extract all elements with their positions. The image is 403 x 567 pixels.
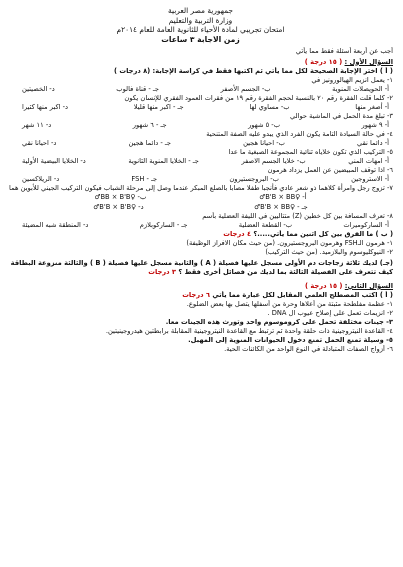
option: جـ - ♀B'B × BB♂ <box>254 202 308 211</box>
q2-item-5: ٥- وسيلة تمنع الحمل تمنع دخول الحيوانات المنوية إلى المهبل. <box>188 336 393 345</box>
q1-item-7-options-row2 <box>8 203 393 212</box>
q2-item-4: ٤- القاعدة النيتروجينية ذات حلقة واحدة ثم ترتبط مع القاعدة النيتروجينية المقابلة برابطتين هيدروجينيتين. <box>105 327 393 336</box>
option: جـ - الخلايا المنوية الثانوية <box>128 157 199 166</box>
q1-b-item-1: ١- هرمون الـFSH وهرمون البروجستيرون. (من حيث مكان الافراز الوظيفة) <box>186 238 393 247</box>
q2-item-1: ١- عظمة مفلطحة مثبتة من أعلاها وحرة من أسفلها يتصل بها بعض الضلوع. <box>186 300 393 308</box>
instructions: أجب عن أربعة أسئلة فقط مما يأتي <box>295 46 393 55</box>
option: أ- ٩ شهور <box>361 121 389 130</box>
option: جـ - اكبر منها قليلا <box>133 103 184 112</box>
q1-b-item-2: ٢- النيوكليوسوم والبلازميد. (من حيث التركيب) <box>265 247 393 256</box>
option: جـ - ٦ شهور <box>132 121 167 130</box>
q1-item-3-options <box>8 121 393 130</box>
option: أ- ♀B'B × BB♂ <box>259 193 307 202</box>
option: د- الريلاكسين <box>22 175 60 184</box>
q1-item-5-stem: ٥- التركيب الذي تكون خلاياه ثنائية المجموعة الصبغية ما عدا <box>228 148 393 157</box>
q1-a-intro: ( أ ) اختر الإجابة الصحيحة لكل مما يأتي ثم اكتبها فقط في كراسة الإجابة: (٨ درجات ) <box>114 66 393 75</box>
q2-heading <box>8 282 393 291</box>
option: د- المنطقة شبه المضيئة <box>22 220 89 229</box>
option: د- ١١ شهر <box>22 121 52 130</box>
q1-b-marks: ٤ درجات <box>223 229 252 238</box>
option: أ- الاستروجين <box>351 175 389 184</box>
q1-c-text: (جـ) لديك ثلاثة زجاجات دم الأولى مسجل عليها فصيلة ( A ) والثانية مسجل عليها فصيلة ( B ) والثالثة منزوعة البطاقة كيف تتعرف على الفصيلة الثالثة بما لديك من فصائل أخرى فقط ؟ <box>10 258 393 276</box>
q1-item-1-stem: ١- يعمل انزيم الهيالورونيز في <box>311 75 393 84</box>
country-title: جمهورية مصر العربية <box>168 6 233 15</box>
q2-item-2: ٢- انزيمات تعمل على إصلاح عيوب ال DNA . <box>267 309 393 318</box>
q1-c-block <box>8 259 393 277</box>
option: أ- الحويصلات المنوية <box>332 84 389 93</box>
q1-c-marks: ٣ درجات <box>148 267 177 276</box>
option: جـ - FSH <box>131 175 158 184</box>
q1-item-8-stem: ٨- تعرف المسافة بين كل خطين (Z) متتاليين في الليفة العضلية بأسم <box>202 211 393 220</box>
q1-item-6-stem: ٦- اذا توقف المبيضين عن العمل يزداد هرمون <box>267 166 393 175</box>
option: ب- ٥ شهور <box>248 121 281 130</box>
option: ب- خلايا الجسم الاصفر <box>241 157 306 166</box>
option: د- الخصيتين <box>22 84 55 93</box>
option: ب- ♀BB × B'B♂ <box>94 193 147 202</box>
option: ب- مساوي لها <box>249 103 290 112</box>
exam-title: امتحان تجريبي لمادة الأحياء للثانوية العامة للعام ٢٠١٤م <box>116 25 285 35</box>
q2-a-intro: ( أ ) اكتب المصطلح العلمي المقابل لكل عبارة مما يأتي <box>212 290 393 299</box>
q1-item-3-stem: ٣- تبلغ مدة الحمل في الماشية حوالي <box>290 112 393 121</box>
option: د- الخلايا البيضية الأولية <box>22 157 86 166</box>
option: ب- القطعة العضلية <box>238 220 293 229</box>
q1-title: السؤال الأول : <box>344 57 393 66</box>
q1-item-5-options <box>8 157 393 166</box>
q1-item-4-stem: ٤- في حالة السيادة التامة يكون الفرد الذي يبدو عليه الصفة المتنحية <box>206 130 393 139</box>
q2-title: السؤال الثاني: <box>344 281 393 290</box>
q1-item-4-options <box>8 139 393 148</box>
q1-item-2-options <box>8 103 393 112</box>
q1-item-2-stem: ٢- كلما قلت الفقرة رقم ٢٠ بالنسبة لحجم الفقرة رقم ١٩ من فقرات العمود الفقري للإنسان يكون <box>124 93 393 102</box>
q1-item-1-options <box>8 85 393 94</box>
option: د- ♀B'B × B'B♂ <box>93 202 144 211</box>
exam-header <box>8 6 393 45</box>
q2-a-heading <box>8 291 393 300</box>
q1-item-7-options-row1 <box>8 193 393 202</box>
option: جـ - قناة فالوب <box>116 84 159 93</box>
option: د- احيانا نقي <box>22 139 57 148</box>
option: أ- الساركوميرات <box>343 220 389 229</box>
exam-time: زمن الاجابة ٣ ساعات <box>161 34 240 44</box>
q2-a-marks: ٦ درجات <box>182 290 210 299</box>
q1-item-7-stem: ٧- تزوج رجل وامرأة كلاهما ذو شعر عادي فأنجبا طفلا مصابا بالصلع المبكر عندما وصل إلى مرحلة الشباب فيكون التركيب الجيني للأبوين هما <box>9 184 393 193</box>
q1-item-8-options <box>8 221 393 230</box>
option: ب- احيانا هجين <box>243 139 285 148</box>
ministry-title: وزارة التربية والتعليم <box>168 15 233 25</box>
option: أ- دائما نقي <box>357 139 389 148</box>
q1-marks: ( ١٥ درجة ) <box>304 57 343 66</box>
option: جـ - دائما هجين <box>128 139 171 148</box>
option: جـ - الساركوبلازم <box>139 220 188 229</box>
q2-item-3: ٣- جينات مختلفة تحمل على كروموسوم واحد وتورث هذه الجينات معا. <box>165 318 393 327</box>
q2-item-6: ٦- أزواج الصفات المتبادلة في النوع الواحد من الكائنات الحية. <box>224 345 393 354</box>
q1-b-intro: ( ب ) ما الفرق بين كل اثنين مما يأتي.....؟ <box>253 229 393 238</box>
q2-marks: ( ١٥ درجة ) <box>304 281 343 290</box>
q1-heading <box>8 58 393 67</box>
option: د- اكبر منها كثيرا <box>22 103 69 112</box>
option: أ- امهات المني <box>348 157 389 166</box>
option: ب- الجسم الأصفر <box>220 84 271 93</box>
option: أ- أصغر منها <box>355 103 389 112</box>
q1-b-heading <box>8 230 393 239</box>
option: ب- البروجستيرون <box>229 175 279 184</box>
